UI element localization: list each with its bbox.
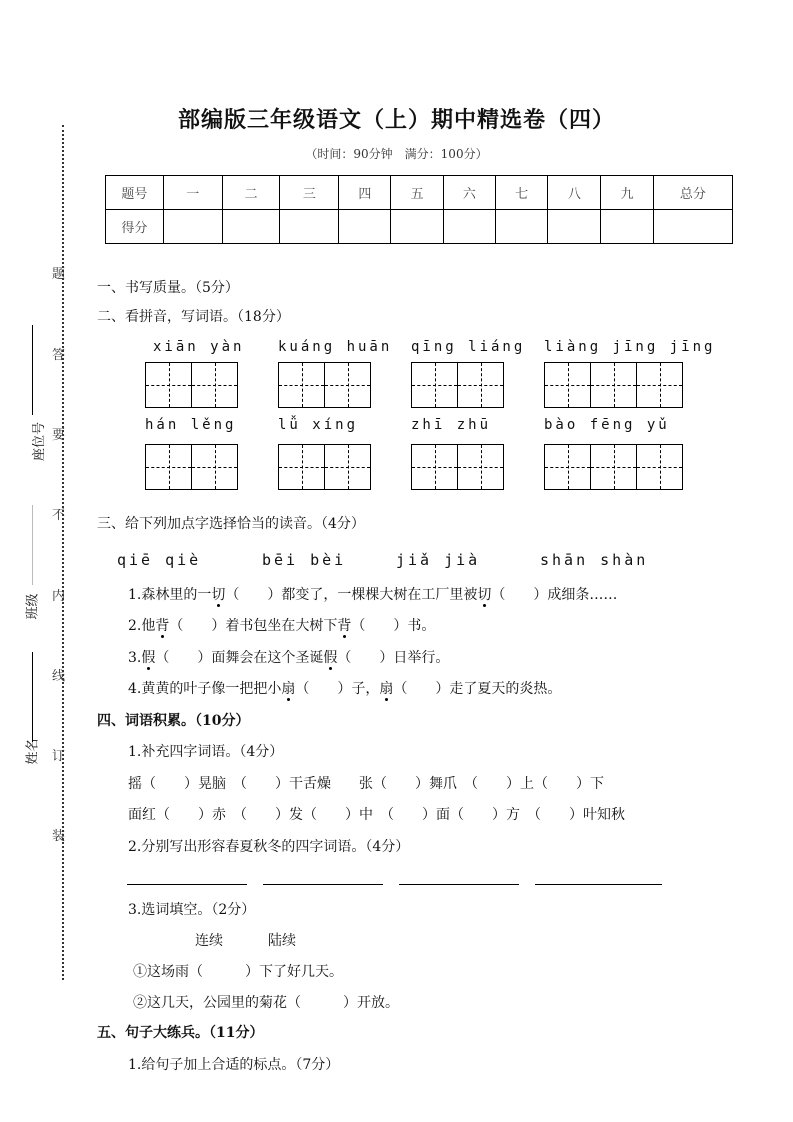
writing-cell[interactable]: [412, 445, 458, 489]
writing-cell[interactable]: [192, 363, 237, 407]
margin-warning-char: 内: [52, 589, 66, 604]
text-segment: （ ）日举行。: [337, 650, 450, 666]
score-header-row: [106, 176, 733, 210]
question-item: [128, 678, 561, 698]
text-segment: （ ）成细条……: [491, 587, 618, 603]
q4-3: 3.选词填空。（2分）: [128, 902, 256, 918]
pinyin-label: liàng jīng jīng: [544, 339, 716, 355]
score-input-cell[interactable]: [222, 210, 280, 244]
binding-dotted-line: [62, 125, 64, 980]
pinyin-label: hán lěng: [145, 417, 237, 433]
exam-info: （时间：90分钟 满分：100分）: [305, 147, 488, 161]
text-segment: （ ）着书包坐在大树下: [169, 618, 338, 634]
pinyin-label: qīng liáng: [411, 339, 526, 355]
q4-1: 1.补充四字词语。（4分）: [128, 744, 284, 760]
question-item: [128, 615, 435, 635]
score-input-cell[interactable]: [280, 210, 339, 244]
word-choice: 连续: [195, 933, 223, 949]
margin-warning-char: 要: [52, 428, 66, 443]
pinyin-label: xiān yàn: [153, 339, 245, 355]
writing-cell[interactable]: [591, 445, 637, 489]
writing-cell[interactable]: [458, 363, 503, 407]
pinyin-option: bēi bèi: [262, 551, 347, 569]
writing-cell[interactable]: [412, 363, 458, 407]
score-header-cell: 总分: [653, 176, 732, 210]
score-header-cell: 二: [222, 176, 280, 210]
pinyin-option: jiǎ jià: [396, 551, 481, 569]
dotted-char: 扇: [281, 681, 296, 697]
dotted-char: 假: [141, 650, 156, 666]
writing-cell[interactable]: [458, 445, 503, 489]
score-input-cell[interactable]: [601, 210, 653, 244]
score-input-cell[interactable]: [548, 210, 601, 244]
writing-box[interactable]: [145, 444, 238, 490]
answer-line[interactable]: [399, 884, 519, 885]
score-row-label: 得分: [106, 210, 164, 244]
text-segment: （ ）走了夏天的炎热。: [393, 681, 562, 697]
score-header-cell: 六: [443, 176, 495, 210]
writing-cell[interactable]: [637, 445, 682, 489]
writing-cell[interactable]: [545, 363, 591, 407]
writing-box[interactable]: [278, 444, 371, 490]
score-header-cell: 九: [601, 176, 653, 210]
pinyin-label: bào fēng yǔ: [544, 417, 670, 433]
score-header-cell: 三: [280, 176, 339, 210]
margin-label: 座位号: [32, 421, 48, 462]
score-header-cell: 八: [548, 176, 601, 210]
score-input-cell[interactable]: [496, 210, 548, 244]
writing-cell[interactable]: [279, 363, 325, 407]
section-4-heading: 四、词语积累。（10分）: [97, 713, 250, 729]
writing-cell[interactable]: [192, 445, 237, 489]
score-input-cell[interactable]: [339, 210, 391, 244]
text-segment: 2.他: [128, 618, 156, 634]
score-input-cell[interactable]: [653, 210, 732, 244]
pinyin-option: shān shàn: [540, 551, 649, 569]
dotted-char: 切: [211, 587, 226, 603]
text-segment: 4.黄黄的叶子像一把把小: [128, 681, 282, 697]
text-segment: 1.森林里的一: [128, 587, 212, 603]
score-input-cell[interactable]: [163, 210, 222, 244]
text-segment: 3.: [128, 650, 142, 666]
name-fill-line[interactable]: [32, 325, 33, 415]
margin-warning-char: 答: [52, 348, 66, 363]
question-item: [128, 647, 449, 667]
score-header-cell: 七: [496, 176, 548, 210]
writing-cell[interactable]: [279, 445, 325, 489]
q5-1: 1.给句子加上合适的标点。（7分）: [128, 1057, 340, 1073]
pinyin-option: qiē qiè: [117, 551, 202, 569]
pinyin-label: lǚ xíng: [278, 417, 359, 433]
margin-warning-char: 订: [52, 749, 66, 764]
margin-label: 姓名: [25, 738, 41, 765]
dotted-char: 扇: [379, 681, 394, 697]
section-3-heading: 三、给下列加点字选择恰当的读音。（4分）: [97, 516, 365, 532]
writing-box[interactable]: [411, 444, 504, 490]
score-input-cell[interactable]: [443, 210, 495, 244]
name-fill-line[interactable]: [32, 505, 33, 585]
pinyin-label: zhī zhū: [411, 417, 492, 433]
q4-3-item: ①这场雨（ ）下了好几天。: [133, 964, 343, 980]
section-2-heading: 二、看拼音，写词语。（18分）: [97, 309, 290, 325]
writing-cell[interactable]: [591, 363, 637, 407]
text-segment: （ ）书。: [351, 618, 436, 634]
pinyin-label: kuáng huān: [278, 339, 393, 355]
writing-box[interactable]: [544, 444, 683, 490]
q4-2: 2.分别写出形容春夏秋冬的四字词语。（4分）: [128, 839, 410, 855]
score-header-cell: 一: [163, 176, 222, 210]
margin-label: 班级: [25, 593, 41, 620]
writing-cell[interactable]: [146, 363, 192, 407]
text-segment: （ ）子，: [295, 681, 380, 697]
score-row: [106, 210, 733, 244]
writing-cell[interactable]: [545, 445, 591, 489]
writing-cell[interactable]: [146, 445, 192, 489]
text-segment: （ ）面舞会在这个圣诞: [155, 650, 324, 666]
q4-1-row1: 摇（ ）晃脑 （ ）干舌燥 张（ ）舞爪 （ ）上（ ）下: [128, 776, 604, 792]
answer-line[interactable]: [535, 884, 662, 885]
text-segment: （ ）都变了，一棵棵大树在工厂里被: [225, 587, 478, 603]
q4-3-item: ②这几天，公园里的菊花（ ）开放。: [133, 995, 399, 1011]
writing-cell[interactable]: [325, 363, 370, 407]
page-title: 部编版三年级语文（上）期中精选卷（四）: [177, 107, 615, 133]
score-input-cell[interactable]: [391, 210, 443, 244]
score-table: [105, 175, 733, 244]
score-header-cell: 题号: [106, 176, 164, 210]
name-fill-line[interactable]: [32, 652, 33, 742]
dotted-char: 背: [337, 618, 352, 634]
writing-box[interactable]: [145, 362, 238, 408]
score-header-cell: 五: [391, 176, 443, 210]
section-5-heading: 五、句子大练兵。（11分）: [97, 1025, 264, 1041]
dotted-char: 切: [477, 587, 492, 603]
writing-cell[interactable]: [325, 445, 370, 489]
margin-warning-char: 装: [52, 829, 66, 844]
margin-warning-char: 题: [52, 267, 66, 282]
writing-box[interactable]: [411, 362, 504, 408]
question-item: [128, 584, 617, 604]
section-1-heading: 一、书写质量。（5分）: [97, 280, 239, 296]
writing-box[interactable]: [278, 362, 371, 408]
word-choice: 陆续: [268, 933, 296, 949]
score-header-cell: 四: [339, 176, 391, 210]
dotted-char: 背: [155, 618, 170, 634]
answer-line[interactable]: [127, 884, 247, 885]
margin-warning-char: 线: [52, 669, 66, 684]
answer-line[interactable]: [263, 884, 383, 885]
writing-box[interactable]: [544, 362, 683, 408]
writing-cell[interactable]: [637, 363, 682, 407]
margin-warning-char: 不: [52, 508, 66, 523]
dotted-char: 假: [323, 650, 338, 666]
q4-1-row2: 面红（ ）赤 （ ）发（ ）中 （ ）面（ ）方 （ ）叶知秋: [128, 807, 625, 823]
